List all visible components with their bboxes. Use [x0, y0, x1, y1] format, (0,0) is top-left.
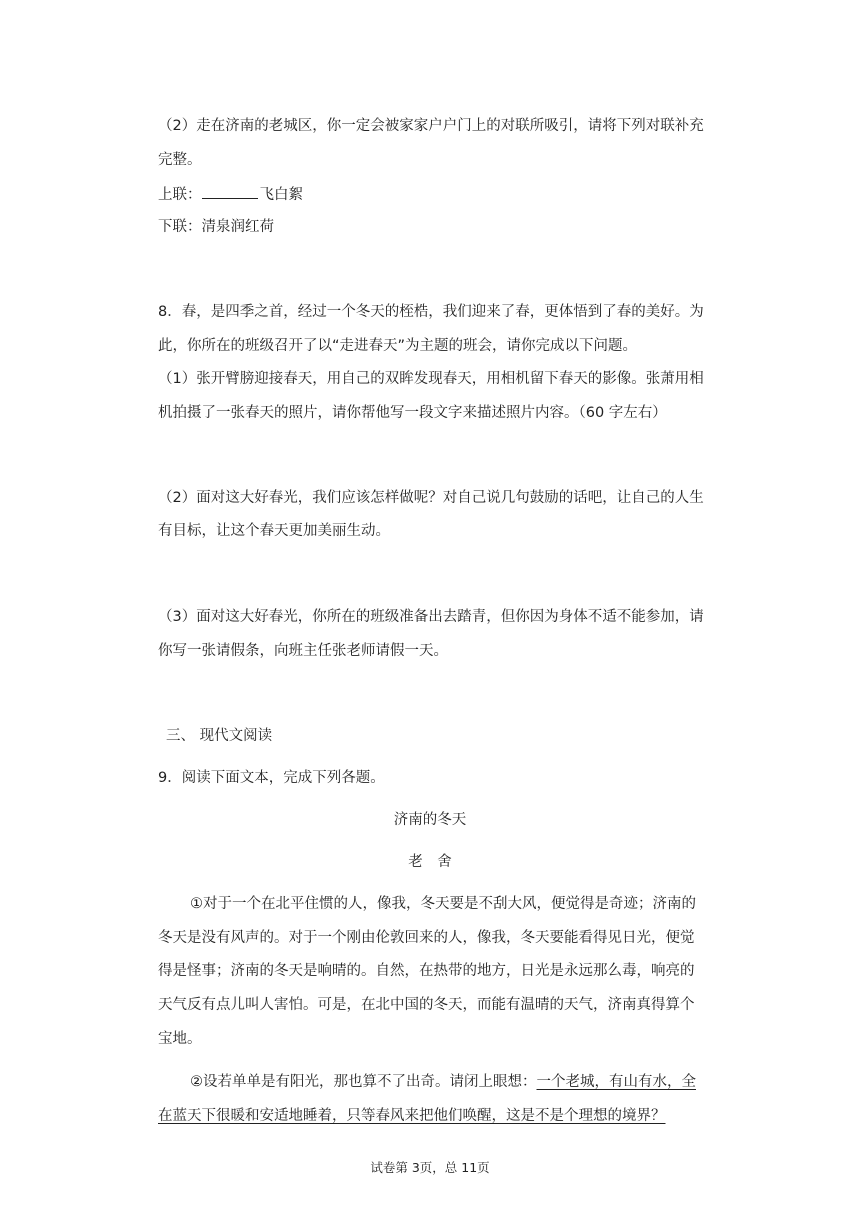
- article-author: 老 舍: [408, 854, 452, 870]
- para1-line-2: 冬天是没有风声的。对于一个刚由伦敦回来的人，像我，冬天要能看得见日光，便觉: [158, 930, 695, 946]
- q8-2-line-1: （2）面对这大好春光，我们应该怎样做呢？对自己说几句鼓励的话吧，让自己的人生: [158, 490, 704, 506]
- couplet-lower: 下联：清泉润红荷: [158, 219, 274, 235]
- page-footer: 试卷第 3页，总 11页: [370, 1160, 490, 1175]
- q8-2-line-2: 有目标，让这个春天更加美丽生动。: [158, 523, 390, 539]
- para2-line-1: [190, 1072, 696, 1092]
- para1-line-1: ①对于一个在北平住惯的人，像我，冬天要是不刮大风，便觉得是奇迹；济南的: [190, 896, 696, 912]
- para1-line-4: 天气反有点儿叫人害怕。可是，在北中国的冬天，而能有温晴的天气，济南真得算个: [158, 997, 695, 1013]
- couplet-upper-label: 上联：: [158, 187, 202, 203]
- q7-2-line-2: 完整。: [158, 152, 202, 168]
- answer-blank: [202, 184, 258, 199]
- q8-3-line-1: （3）面对这大好春光，你所在的班级准备出去踏青，但你因为身体不适不能参加，请: [158, 609, 704, 625]
- section-heading: 三、 现代文阅读: [166, 728, 273, 744]
- q8-3-line-2: 你写一张请假条，向班主任张老师请假一天。: [158, 643, 448, 659]
- para2-plain: ②设若单单是有阳光，那也算不了出奇。请闭上眼想：: [190, 1074, 537, 1090]
- article-title: 济南的冬天: [393, 812, 467, 828]
- para2-underlined-2: 在蓝天下很暖和安适地睡着，只等春风来把他们唤醒，这是不是个理想的境界？: [158, 1108, 666, 1124]
- q9-prompt: 9．阅读下面文本，完成下列各题。: [158, 770, 385, 786]
- q8-1-line-2: 机拍摄了一张春天的照片，请你帮他写一段文字来描述照片内容。（60 字左右）: [158, 405, 667, 421]
- q7-2-line-1: （2）走在济南的老城区，你一定会被家家户户门上的对联所吸引，请将下列对联补充: [158, 118, 704, 134]
- couplet-upper: [158, 184, 303, 205]
- para2-underlined-1: 一个老城，有山有水，全: [536, 1074, 696, 1090]
- para1-line-5: 宝地。: [158, 1031, 202, 1047]
- para1-line-3: 得是怪事；济南的冬天是响晴的。自然，在热带的地方，日光是永远那么毒，响亮的: [158, 963, 695, 979]
- couplet-upper-text: 飞白絮: [259, 187, 303, 203]
- q8-line-1: 8．春，是四季之首，经过一个冬天的桎梏，我们迎来了春，更体悟到了春的美好。为: [158, 304, 704, 320]
- q8-1-line-1: （1）张开臂膀迎接春天，用自己的双眸发现春天，用相机留下春天的影像。张萧用相: [158, 371, 704, 387]
- q8-line-2: 此，你所在的班级召开了以“走进春天”为主题的班会，请你完成以下问题。: [158, 338, 638, 354]
